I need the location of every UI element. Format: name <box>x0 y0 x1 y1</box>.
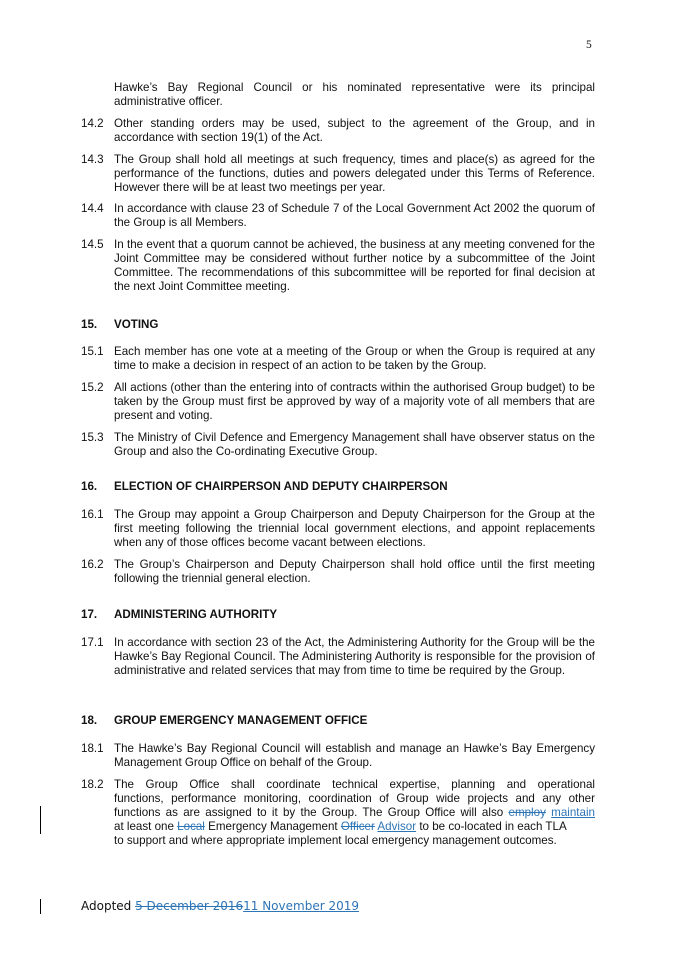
clause-line <box>114 806 595 820</box>
clause-text: The Group may appoint a Group Chairperson and Deputy Chairperson for the Group at the first meeting following the triennial local government elections, and appoint replacements when any of those offices become vacant between elections. <box>114 508 595 549</box>
clause-number: 16.1 <box>81 508 104 521</box>
footer <box>81 899 359 913</box>
clause-line: to support and where appropriate implement local emergency management outcomes. <box>114 834 557 847</box>
revision-change-bar <box>40 806 41 834</box>
clause-text: Other standing orders may be used, subject to the agreement of the Group, and in accordance with section 19(1) of the Act. <box>114 117 595 144</box>
clause-text <box>114 778 595 848</box>
clause-text: In the event that a quorum cannot be achieved, the business at any meeting convened for the Joint Committee may be considered without further notice by a subcommittee of the Joint Committee. The recommendations of this subcommittee will be reported for final decision at the next Joint Committee meeting. <box>114 238 595 293</box>
clause-number: 18.1 <box>81 742 104 755</box>
page-number: 5 <box>586 39 592 51</box>
section-title: GROUP EMERGENCY MANAGEMENT OFFICE <box>114 714 368 727</box>
deleted-text: Local <box>177 820 205 833</box>
section-number: 17. <box>81 608 98 621</box>
clause-text-segment: to be co-located in each TLA <box>416 820 567 833</box>
clause-number: 14.2 <box>81 117 104 130</box>
intro-paragraph: Hawke’s Bay Regional Council or his nominated representative were its principal administrative officer. <box>114 81 595 108</box>
section-title: ELECTION OF CHAIRPERSON AND DEPUTY CHAIRPERSON <box>114 480 448 493</box>
section-title: ADMINISTERING AUTHORITY <box>114 608 278 621</box>
section-number: 18. <box>81 714 98 727</box>
clause-text-segment: Emergency Management <box>208 820 341 833</box>
clause-line: The Group Office shall coordinate technical expertise, planning and operational <box>114 778 595 791</box>
clause-text: The Group’s Chairperson and Deputy Chairperson shall hold office until the first meeting following the triennial general election. <box>114 558 595 585</box>
section-number: 16. <box>81 480 98 493</box>
clause-number: 14.5 <box>81 238 104 251</box>
clause-line <box>114 820 595 834</box>
section-number: 15. <box>81 318 98 331</box>
section-title: VOTING <box>114 318 159 331</box>
clause-number: 15.2 <box>81 381 104 394</box>
clause-number: 16.2 <box>81 558 104 571</box>
clause-text: The Ministry of Civil Defence and Emergency Management shall have observer status on the Group and also the Co-ordinating Executive Group. <box>114 431 595 458</box>
clause-number: 17.1 <box>81 636 104 649</box>
deleted-text: Officer <box>340 820 375 833</box>
inserted-text: maintain <box>551 806 595 819</box>
footer-label: Adopted <box>81 899 136 913</box>
clause-text: All actions (other than the entering into of contracts within the authorised Group budget) to be taken by the Group must first be approved by way of a majority vote of all members that are present and voting. <box>114 381 595 422</box>
clause-number: 14.3 <box>81 153 104 166</box>
clause-text-segment: functions as are assigned to it by the Group. The Group Office will also <box>114 806 509 819</box>
clause-line: functions, performance monitoring, coordination of Group wide projects and any other <box>114 792 595 805</box>
footer-deleted-date: 5 December 2016 <box>135 899 244 913</box>
clause-text: In accordance with section 23 of the Act, the Administering Authority for the Group will be the Hawke’s Bay Regional Council. The Administering Authority is responsible for the provision of administrative and related services that may from time to time be required by the Group. <box>114 636 595 677</box>
clause-number: 14.4 <box>81 202 104 215</box>
deleted-text: employ <box>508 806 546 819</box>
clause-text: In accordance with clause 23 of Schedule 7 of the Local Government Act 2002 the quorum of the Group is all Members. <box>114 202 595 229</box>
clause-text: The Hawke’s Bay Regional Council will establish and manage an Hawke’s Bay Emergency Management Group Office on behalf of the Group. <box>114 742 595 769</box>
clause-text: Each member has one vote at a meeting of the Group or when the Group is required at any time to make a decision in respect of an action to be taken by the Group. <box>114 345 595 372</box>
clause-number: 15.3 <box>81 431 104 444</box>
footer-change-bar <box>40 899 41 914</box>
footer-inserted-date: 11 November 2019 <box>243 899 359 913</box>
clause-text: The Group shall hold all meetings at such frequency, times and place(s) as agreed for the performance of the functions, duties and powers delegated under this Terms of Reference. However there will be at least two meetings per year. <box>114 153 595 194</box>
clause-number: 18.2 <box>81 778 104 791</box>
clause-number: 15.1 <box>81 345 104 358</box>
inserted-text: Advisor <box>377 820 417 833</box>
clause-text-segment: at least one <box>114 820 178 833</box>
